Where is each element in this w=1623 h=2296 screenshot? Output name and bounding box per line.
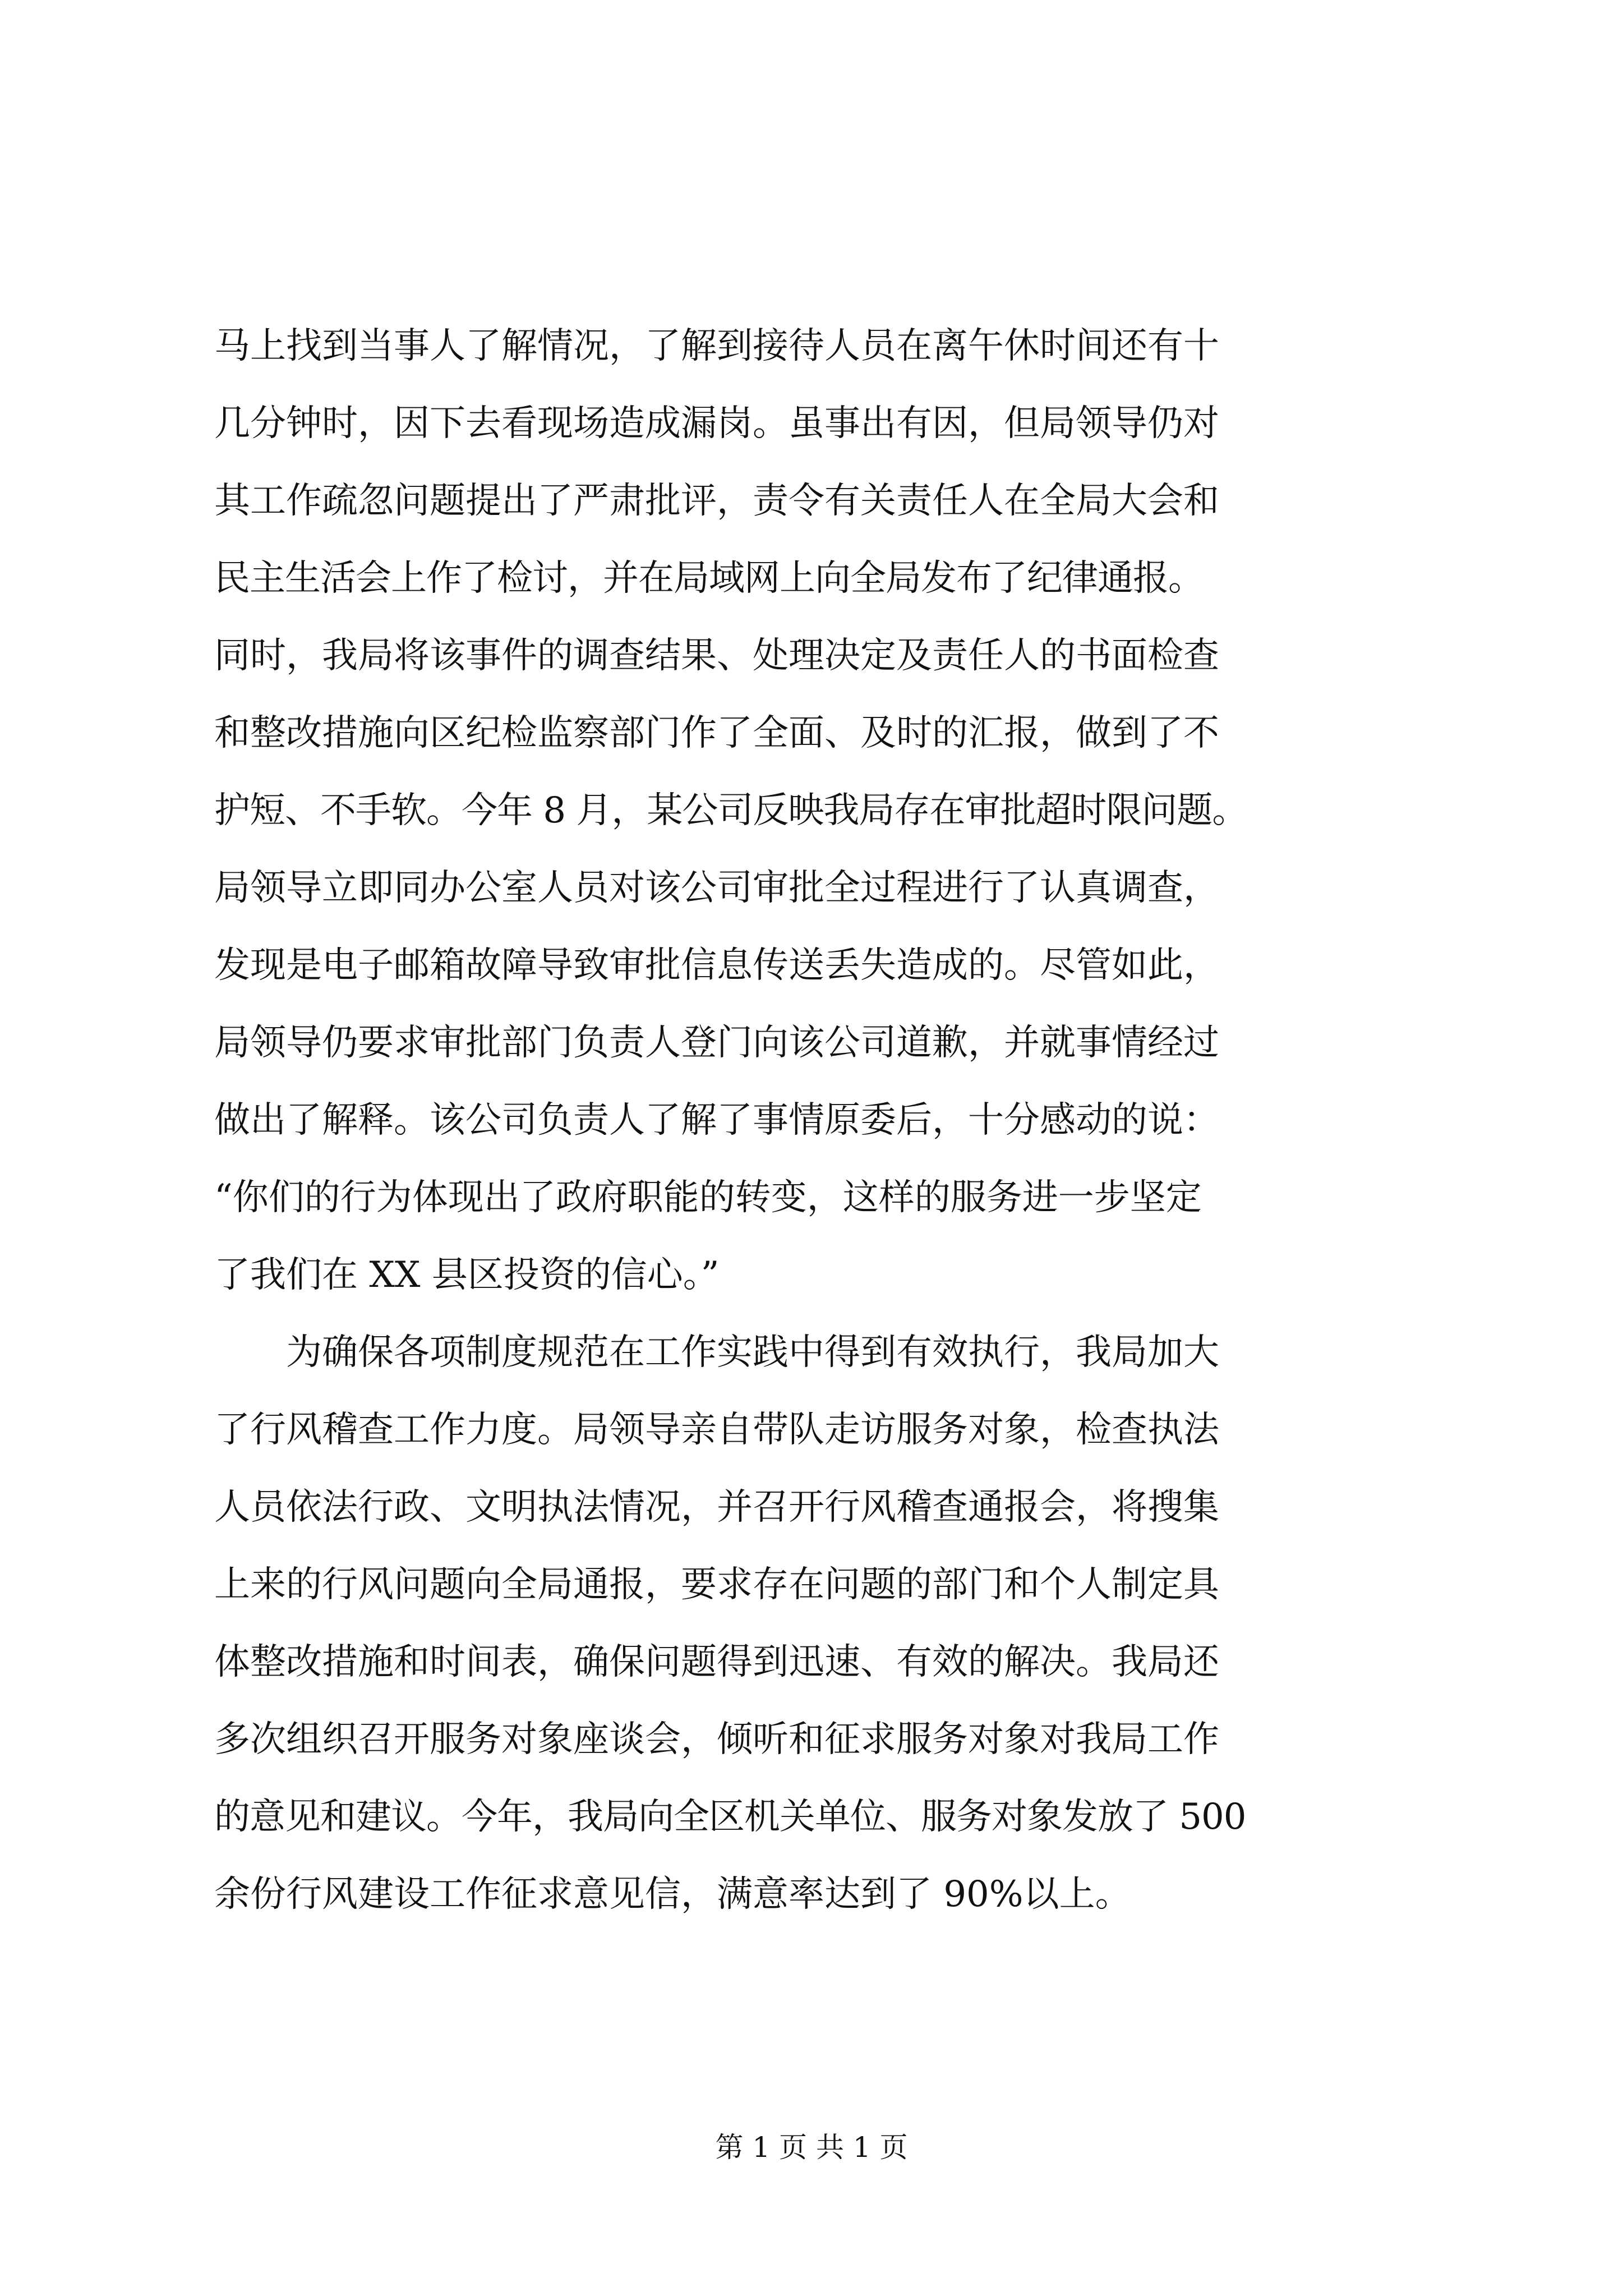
text-line: 发现是电子邮箱故障导致审批信息传送丢失造成的。尽管如此， [214, 945, 1219, 986]
text-line: 上来的行风问题向全局通报，要求存在问题的部门和个人制定具 [214, 1564, 1219, 1605]
page-footer [0, 2131, 1623, 2164]
text-line: 护短、不手软。今年 8 月，某公司反映我局存在审批超时限问题。 [214, 790, 1248, 831]
page-number-label: 第 1 页 共 1 页 [715, 2131, 908, 2164]
text-line: 体整改措施和时间表，确保问题得到迅速、有效的解决。我局还 [214, 1641, 1219, 1683]
text-line: 其工作疏忽问题提出了严肃批评，责令有关责任人在全局大会和 [214, 480, 1219, 522]
document-body [214, 307, 1422, 1933]
text-line: 了行风稽查工作力度。局领导亲自带队走访服务对象，检查执法 [214, 1409, 1219, 1451]
paragraph-start-line: 为确保各项制度规范在工作实践中得到有效执行，我局加大 [214, 1332, 1219, 1373]
text-line: 多次组织召开服务对象座谈会，倾听和征求服务对象对我局工作 [214, 1719, 1219, 1760]
text-line: 民主生活会上作了检讨，并在局域网上向全局发布了纪律通报。 [214, 558, 1204, 599]
text-line: 了我们在 XX 县区投资的信心。” [214, 1254, 720, 1296]
text-line: 同时，我局将该事件的调查结果、处理决定及责任人的书面检查 [214, 635, 1219, 677]
text-line: 做出了解释。该公司负责人了解了事情原委后，十分感动的说： [214, 1099, 1219, 1141]
text-line: 和整改措施向区纪检监察部门作了全面、及时的汇报，做到了不 [214, 712, 1219, 754]
text-line: 几分钟时，因下去看现场造成漏岗。虽事出有因，但局领导仍对 [214, 403, 1219, 444]
text-line: 马上找到当事人了解情况，了解到接待人员在离午休时间还有十 [214, 325, 1219, 367]
text-line: 局领导立即同办公室人员对该公司审批全过程进行了认真调查， [214, 867, 1219, 909]
text-line: 人员依法行政、文明执法情况，并召开行风稽查通报会，将搜集 [214, 1487, 1219, 1528]
text-line: 局领导仍要求审批部门负责人登门向该公司道歉，并就事情经过 [214, 1022, 1219, 1064]
text-line: 余份行风建设工作征求意见信，满意率达到了 90%以上。 [214, 1874, 1131, 1915]
text-line: “你们的行为体现出了政府职能的转变，这样的服务进一步坚定 [214, 1177, 1202, 1218]
text-line: 的意见和建议。今年，我局向全区机关单位、服务对象发放了 500 [214, 1796, 1246, 1838]
